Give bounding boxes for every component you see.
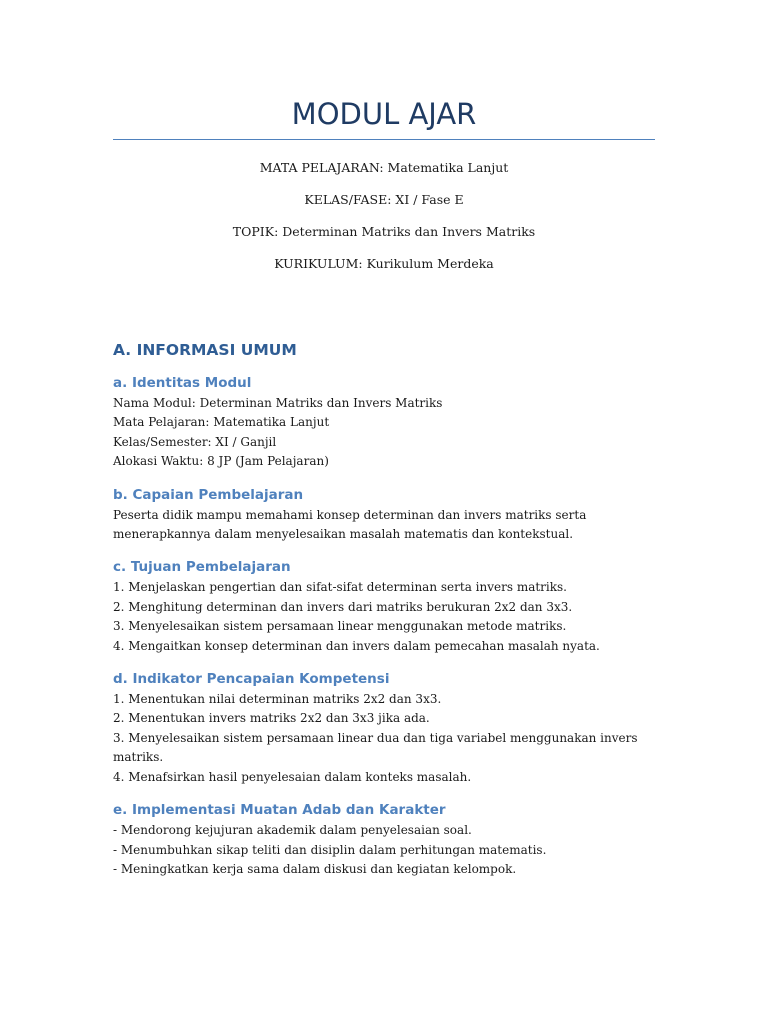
subsection-implementasi-adab-karakter <box>113 800 655 879</box>
section-heading-informasi-umum: A. INFORMASI UMUM <box>113 341 297 359</box>
document-body <box>113 339 655 892</box>
meta-topik: TOPIK: Determinan Matriks dan Invers Matriks <box>232 224 536 239</box>
subsection-heading: a. Identitas Modul <box>113 375 252 391</box>
subsection-identitas-modul <box>113 373 655 472</box>
identitas-alokasi-waktu: Alokasi Waktu: 8 JP (Jam Pelajaran) <box>113 454 329 469</box>
document-title: MODUL AJAR <box>291 97 477 131</box>
meta-kelas-fase: KELAS/FASE: XI / Fase E <box>304 192 464 207</box>
list-item: 1. Menjelaskan pengertian dan sifat-sifat determinan serta invers matriks. <box>113 580 567 595</box>
identitas-kelas-semester: Kelas/Semester: XI / Ganjil <box>113 434 277 449</box>
subsection-indikator-pencapaian <box>113 669 655 787</box>
paragraph-line: Peserta didik mampu memahami konsep determinan dan invers matriks serta <box>113 507 587 522</box>
list-item: - Meningkatkan kerja sama dalam diskusi dan kegiatan kelompok. <box>113 861 517 876</box>
subsection-heading: d. Indikator Pencapaian Kompetensi <box>113 671 390 688</box>
list-item: 3. Menyelesaikan sistem persamaan linear dua dan tiga variabel menggunakan invers <box>113 730 638 745</box>
list-item: 2. Menentukan invers matriks 2x2 dan 3x3 jika ada. <box>113 711 430 726</box>
title-divider <box>113 139 655 140</box>
identitas-mata-pelajaran: Mata Pelajaran: Matematika Lanjut <box>113 415 330 430</box>
subsection-heading: b. Capaian Pembelajaran <box>113 486 304 503</box>
subsection-capaian-pembelajaran <box>113 485 655 545</box>
paragraph-line: menerapkannya dalam menyelesaikan masalah matematis dan kontekstual. <box>113 527 574 542</box>
list-item-continuation: matriks. <box>113 750 164 765</box>
subsection-heading: e. Implementasi Muatan Adab dan Karakter <box>113 802 446 819</box>
list-item: - Menumbuhkan sikap teliti dan disiplin dalam perhitungan matematis. <box>113 842 547 857</box>
list-item: 1. Menentukan nilai determinan matriks 2x2 dan 3x3. <box>113 692 442 707</box>
identitas-nama-modul: Nama Modul: Determinan Matriks dan Invers Matriks <box>113 396 443 410</box>
list-item: 2. Menghitung determinan dan invers dari matriks berukuran 2x2 dan 3x3. <box>113 599 573 614</box>
list-item: 4. Menafsirkan hasil penyelesaian dalam konteks masalah. <box>113 769 472 784</box>
subsection-tujuan-pembelajaran <box>113 557 655 656</box>
meta-mata-pelajaran: MATA PELAJARAN: Matematika Lanjut <box>259 160 509 175</box>
list-item: 4. Mengaitkan konsep determinan dan invers dalam pemecahan masalah nyata. <box>113 638 600 653</box>
meta-kurikulum: KURIKULUM: Kurikulum Merdeka <box>274 256 494 271</box>
list-item: - Mendorong kejujuran akademik dalam penyelesaian soal. <box>113 823 472 838</box>
subsection-heading: c. Tujuan Pembelajaran <box>113 559 291 576</box>
list-item: 3. Menyelesaikan sistem persamaan linear menggunakan metode matriks. <box>113 619 567 634</box>
